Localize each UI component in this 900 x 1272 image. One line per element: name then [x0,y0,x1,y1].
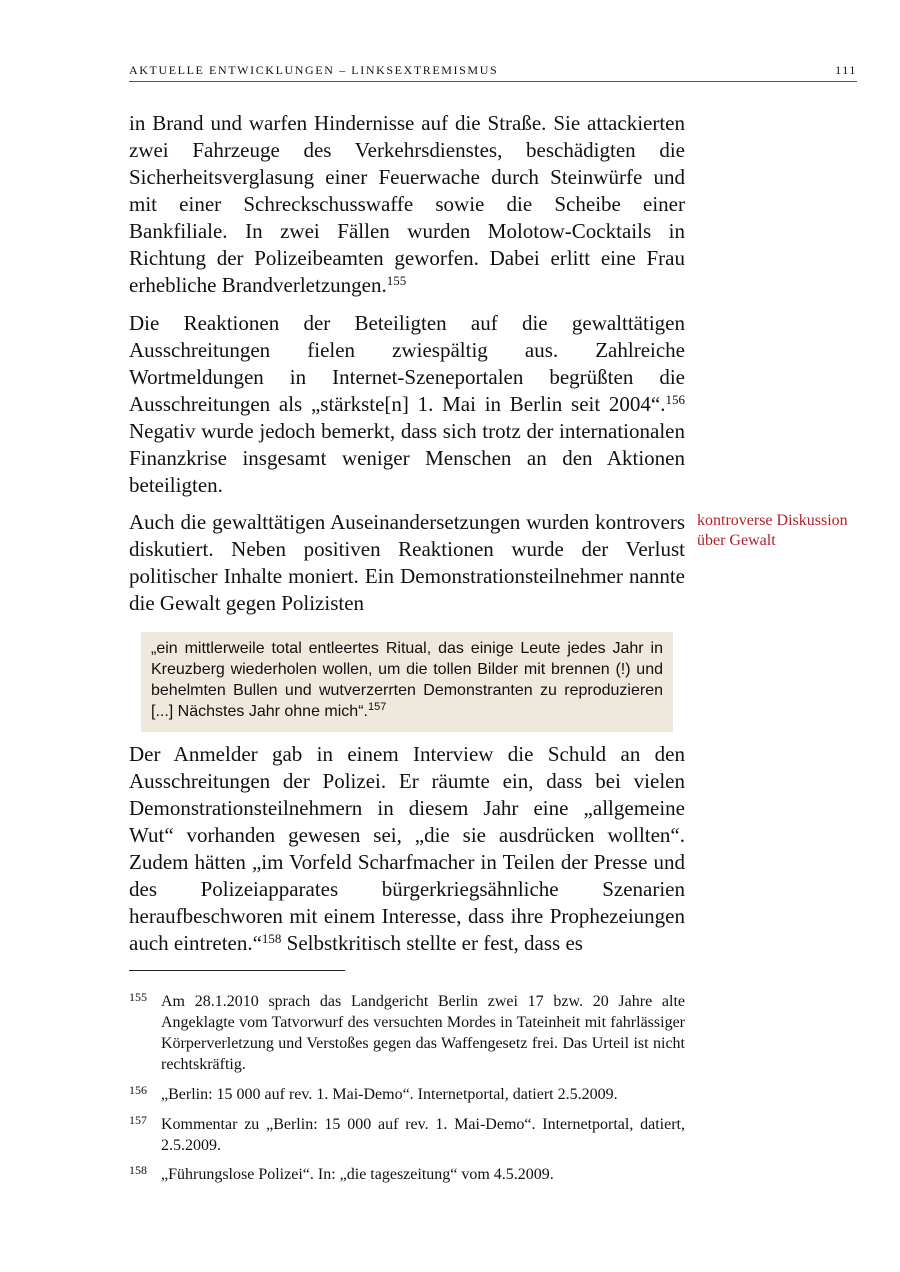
paragraph-text-after: Selbstkritisch stellte er fest, dass es [281,931,583,955]
paragraph-text: Der Anmelder gab in einem Interview die Schuld an den Ausschreitungen der Polizei. Er räumte ein, dass bei vielen Demonstrationsteilnehmern in diesem Jahr eine „allgemeine Wut“ vorhanden gewesen sei, „die sie ausdrücken wollten“. Zudem hätten „im Vorfeld Scharfmacher in Teilen der Presse und des Polizeiapparates bürgerkriegsähnliche Szenarien heraufbeschworen mit einem Interesse, dass ihre Prophezeiungen auch eintreten.“ [129,742,685,955]
footnote-156 [129,1084,685,1105]
footnote-text: „Berlin: 15 000 auf rev. 1. Mai-Demo“. Internetportal, datiert 2.5.2009. [161,1086,618,1103]
margin-note: kontroverse Diskussion über Gewalt [697,512,848,549]
paragraph-2 [129,310,685,499]
paragraph-4 [129,741,685,957]
paragraph-3 [129,509,685,617]
footnote-number: 157 [129,1113,147,1127]
paragraph-text-after: Negativ wurde jedoch bemerkt, dass sich trotz der internationalen Finanzkrise insgesamt weniger Menschen an den Aktionen beteiligten. [129,419,685,497]
footnote-text: „Führungslose Polizei“. In: „die tageszeitung“ vom 4.5.2009. [161,1166,554,1183]
paragraph-text: in Brand und warfen Hindernisse auf die Straße. Sie attackierten zwei Fahrzeuge des Verkehrsdienstes, beschädigten die Sicherheitsverglasung einer Feuerwache durch Steinwürfe und mit einer Schreckschusswaffe sowie die Scheibe einer Bankfiliale. In zwei Fällen wurden Molotow-Cocktails in Richtung der Polizeibeamten geworfen. Dabei erlitt eine Frau erhebliche Brandverletzungen. [129,111,685,297]
footnote-157 [129,1114,685,1156]
footnote-divider [129,970,345,971]
footnote-ref[interactable]: 155 [386,272,407,288]
page-number: 111 [835,63,857,77]
footnote-158 [129,1164,685,1185]
footnote-text: Kommentar zu „Berlin: 15 000 auf rev. 1. Mai-Demo“. Internetportal, datiert, 2.5.2009. [161,1116,685,1154]
footnote-number: 158 [129,1163,147,1177]
paragraph-text: Die Reaktionen der Beteiligten auf die gewalttätigen Ausschreitungen fielen zwiespältig aus. Zahlreiche Wortmeldungen in Internet-Szeneportalen begrüßten die Ausschreitungen als „stärkste[n] 1. Mai in Berlin seit 2004“. [129,311,685,416]
footnote-ref[interactable]: 157 [367,700,387,713]
footnote-ref[interactable]: 158 [261,930,282,946]
footnote-number: 155 [129,990,147,1004]
footnote-text: Am 28.1.2010 sprach das Landgericht Berlin zwei 17 bzw. 20 Jahre alte Angeklagte vom Tatvorwurf des versuchten Mordes in Tateinheit mit fahrlässiger Körperverletzung und Verstoßes gegen das Waffengesetz frei. Das Urteil ist nicht rechtskräftig. [161,993,685,1073]
paragraph-text: Auch die gewalttätigen Auseinandersetzungen wurden kontrovers diskutiert. Neben positiven Reaktionen wurde der Verlust politischer Inhalte moniert. Ein Demonstrationsteilnehmer nannte die Gewalt gegen Polizisten [129,510,685,615]
paragraph-1 [129,110,685,299]
footnote-ref[interactable]: 156 [665,391,685,407]
footnote-155 [129,991,685,1075]
quote-text: „ein mittlerweile total entleertes Ritual, das einige Leute jedes Jahr in Kreuzberg wiederholen wollen, um die tollen Bilder mit brennen (!) und behelmten Bullen und wutverzerrten Demonstranten zu reproduzieren [...] Nächstes Jahr ohne mich“. [151,640,663,720]
footnote-number: 156 [129,1083,147,1097]
header-title: AKTUELLE ENTWICKLUNGEN – LINKSEXTREMISMUS [129,63,499,77]
block-quote [141,632,673,732]
running-header [129,63,857,82]
